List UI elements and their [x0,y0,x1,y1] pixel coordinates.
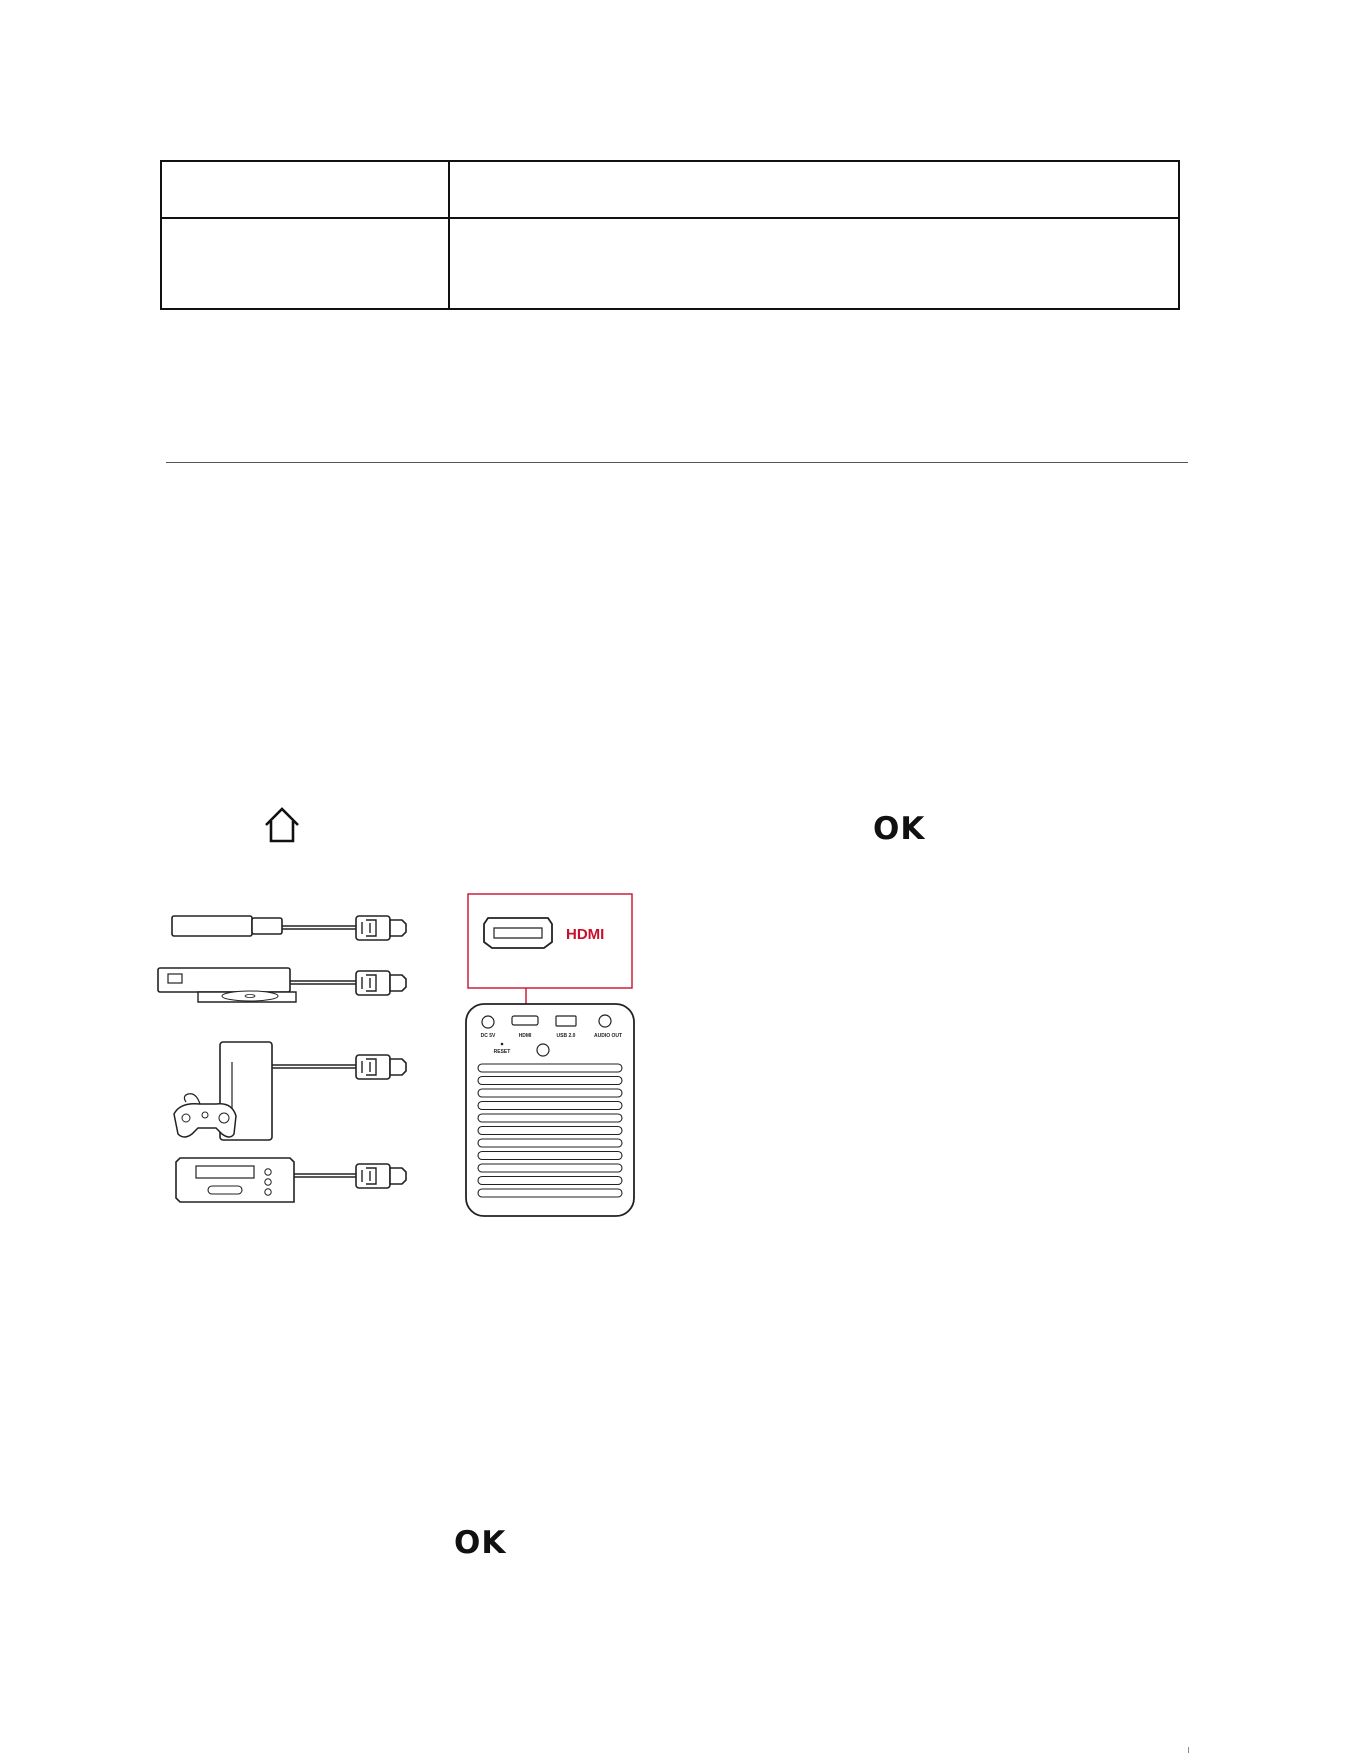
svg-text:USB 2.0: USB 2.0 [556,1033,576,1039]
table-cell-value [449,218,1179,309]
projector-rear-panel-icon [466,1004,634,1216]
spec-table [160,160,1180,310]
table-cell-label [161,161,449,218]
table-row [161,161,1179,218]
hdmi-callout-label: HDMI [566,926,605,943]
receiver-icon [176,1158,356,1202]
svg-text:DC 5V: DC 5V [480,1033,496,1039]
home-icon [262,805,302,845]
hdmi-plug-icon [356,916,406,1188]
svg-text:HDMI: HDMI [518,1033,532,1039]
svg-text:RESET: RESET [493,1049,511,1055]
ok-button-label: OK [454,1525,507,1561]
game-console-icon [174,1042,356,1140]
streaming-stick-icon [172,916,356,936]
table-row [161,218,1179,309]
table-cell-value [449,161,1179,218]
table-cell-label [161,218,449,309]
hdmi-connection-diagram [150,890,650,1220]
ok-button-label: OK [873,811,926,847]
svg-text:AUDIO OUT: AUDIO OUT [593,1033,623,1039]
section-divider [166,462,1188,463]
hdmi-port-callout [468,894,632,1011]
page-corner-mark [1188,1747,1189,1753]
dvd-player-icon [158,968,356,1002]
